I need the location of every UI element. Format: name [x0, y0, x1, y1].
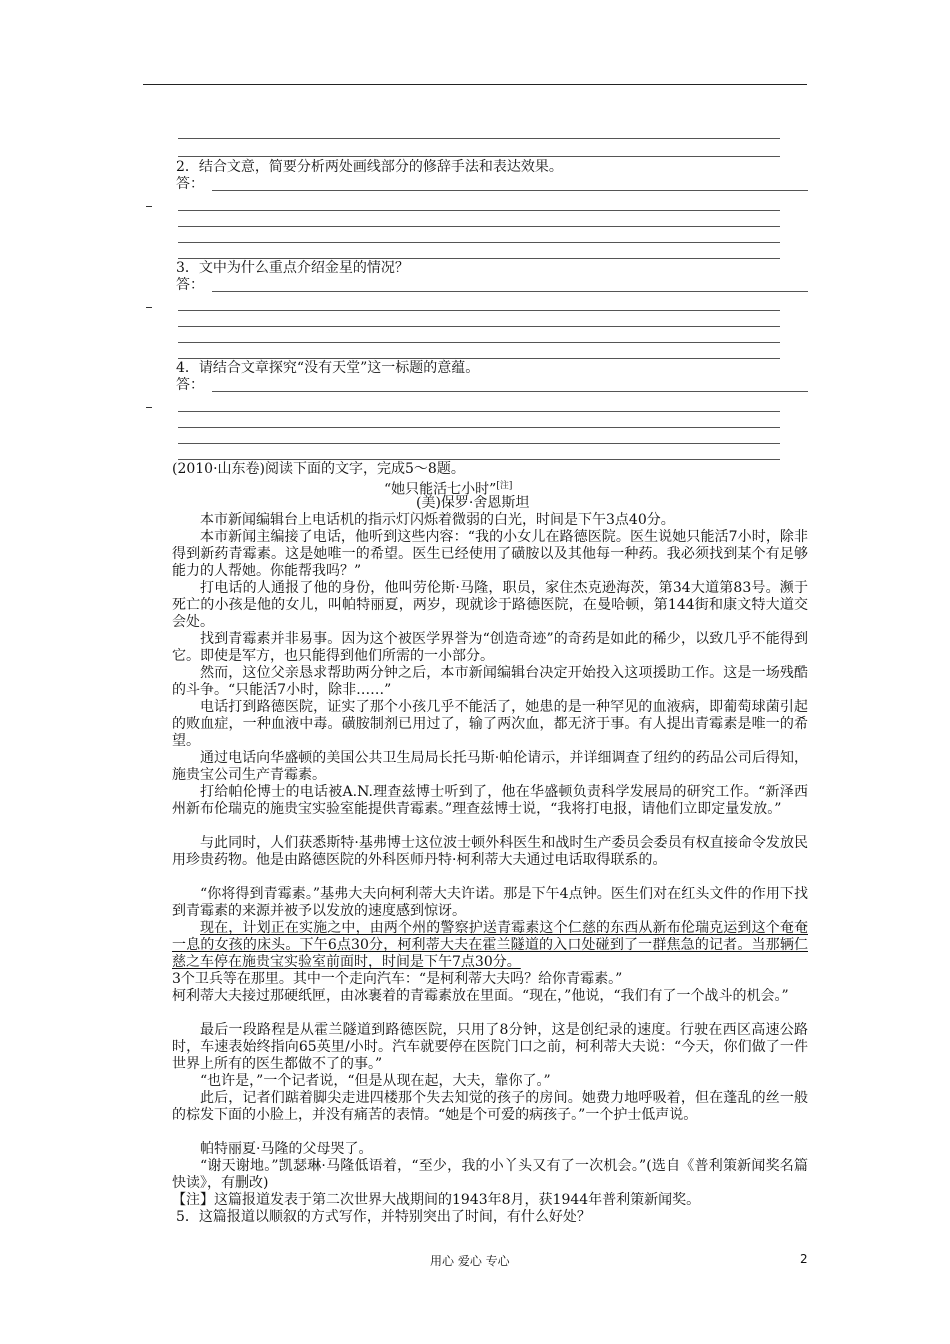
question-2: 2．结合文意，简要分析两处画线部分的修辞手法和表达效果。 [176, 159, 563, 175]
paragraph: 找到青霉素并非易事。因为这个被医学界誉为“创造奇迹”的奇药是如此的稀少，以致几乎不能得到它。即使是军方，也只能得到他们所需的一小部分。 [172, 631, 808, 664]
answer-line[interactable] [178, 443, 780, 444]
answer-line[interactable] [178, 411, 780, 412]
answer-line[interactable] [178, 326, 780, 327]
paragraph: 本市新闻主编接了电话，他听到这些内容：“我的小女儿在路德医院。医生说她只能活7小时，除非得到新药青霉素。这是她唯一的希望。医生已经使用了磺胺以及其他每一种药。我必须找到某个有足够能力的人帮她。你能帮我吗？” [172, 529, 808, 579]
answer-label: 答： [176, 377, 204, 393]
answer-line[interactable] [178, 242, 780, 243]
paragraph: “谢天谢地。”凯瑟琳·马隆低语着，“至少，我的小丫头又有了一次机会。”(选自《普利策新闻奖名篇快读》，有删改) [172, 1158, 808, 1191]
answer-line [178, 138, 780, 139]
paragraph: 通过电话向华盛顿的美国公共卫生局局长托马斯·帕伦请示，并详细调查了纽约的药品公司后得知，施贵宝公司生产青霉素。 [172, 750, 808, 783]
paragraph: 3个卫兵等在那里。其中一个走向汽车：“是柯利蒂大夫吗？给你青霉素。” [172, 971, 623, 987]
answer-label: 答： [176, 176, 204, 192]
paragraph: 柯利蒂大夫接过那硬纸匣，由冰裹着的青霉素放在里面。“现在，”他说，“我们有了一个战斗的机会。” [172, 988, 789, 1004]
note-text: 这篇报道发表于第二次世界大战期间的1943年8月，获1944年普利策新闻奖。 [214, 1192, 701, 1208]
article-author: (美)保罗·舍恩斯坦 [416, 495, 530, 511]
page-number: 2 [800, 1252, 808, 1266]
answer-line[interactable] [178, 358, 780, 359]
answer-line[interactable] [178, 459, 780, 460]
question-4: 4．请结合文章探究“没有天堂”这一标题的意蕴。 [176, 360, 480, 376]
margin-dash [146, 206, 152, 207]
note-label: 【注】 [172, 1192, 214, 1208]
underlined-paragraph: 现在，计划正在实施之中，由两个州的警察护送青霉素这个仁慈的东西从新布伦瑞克运到这个奄奄一息的女孩的床头。下午6点30分，柯利蒂大夫在霍兰隧道的入口处碰到了一群焦急的记者。当那辆仁慈之车停在施贵宝实验室前面时，时间是下午7点30分。 [172, 920, 808, 970]
answer-line[interactable] [212, 291, 808, 292]
section-intro: (2010·山东卷)阅读下面的文字，完成5～8题。 [172, 461, 465, 477]
answer-line[interactable] [178, 210, 780, 211]
paragraph: 然而，这位父亲恳求帮助两分钟之后，本市新闻编辑台决定开始投入这项援助工作。这是一场残酷的斗争。“只能活7小时，除非……” [172, 665, 808, 698]
paragraph: 打给帕伦博士的电话被A.N.理查兹博士听到了，他在华盛顿负责科学发展局的研究工作。“新泽西州新布伦瑞克的施贵宝实验室能提供青霉素。”理查兹博士说，“我将打电报，请他们立即定量发放。” [172, 784, 808, 817]
answer-line[interactable] [212, 190, 808, 191]
paragraph: 电话打到路德医院，证实了那个小孩几乎不能活了，她患的是一种罕见的血液病，即葡萄球菌引起的败血症，一种血液中毒。磺胺制剂已用过了，输了两次血，都无济于事。有人提出青霉素是唯一的希望。 [172, 699, 808, 749]
paragraph: “你将得到青霉素。”基弗大夫向柯利蒂大夫许诺。那是下午4点钟。医生们对在红头文件的作用下找到青霉素的来源并被予以发放的速度感到惊讶。 [172, 886, 808, 919]
margin-dash [146, 307, 152, 308]
paragraph: 与此同时，人们获悉斯特·基弗博士这位波士顿外科医生和战时生产委员会委员有权直接命令发放民用珍贵药物。他是由路德医院的外科医师丹特·柯利蒂大夫通过电话取得联系的。 [172, 835, 808, 868]
question-3: 3．文中为什么重点介绍金星的情况？ [176, 260, 409, 276]
answer-line[interactable] [212, 391, 808, 392]
paragraph: 本市新闻编辑台上电话机的指示灯闪烁着微弱的白光，时间是下午3点40分。 [200, 512, 675, 528]
note [172, 1192, 700, 1209]
answer-line[interactable] [178, 226, 780, 227]
answer-line[interactable] [178, 258, 780, 259]
footer-center: 用心 爱心 专心 [430, 1254, 510, 1268]
header-rule [143, 84, 807, 85]
answer-line[interactable] [178, 427, 780, 428]
title-note-mark: [注] [496, 481, 513, 491]
answer-line[interactable] [178, 342, 780, 343]
article-title-text: “她只能活七小时” [384, 481, 497, 498]
margin-dash [146, 407, 152, 408]
answer-line [178, 156, 780, 157]
question-5: 5．这篇报道以顺叙的方式写作，并特别突出了时间，有什么好处？ [176, 1209, 591, 1225]
paragraph: “也许是，”一个记者说，“但是从现在起，大夫，靠你了。” [200, 1073, 551, 1089]
paragraph: 帕特丽夏·马隆的父母哭了。 [200, 1141, 373, 1157]
paragraph: 最后一段路程是从霍兰隧道到路德医院，只用了8分钟，这是创纪录的速度。行驶在西区高速公路时，车速表始终指向65英里/小时。汽车就要停在医院门口之前，柯利蒂大夫说：“今天，你们做了一件世界上所有的医生都做不了的事。” [172, 1022, 808, 1072]
answer-label: 答： [176, 277, 204, 293]
paragraph: 打电话的人通报了他的身份，他叫劳伦斯·马隆，职员，家住杰克逊海茨，第34大道第83号。濒于死亡的小孩是他的女儿，叫帕特丽夏，两岁，现就诊于路德医院，在曼哈顿，第144街和康文特大道交会处。 [172, 580, 808, 630]
answer-line[interactable] [178, 310, 780, 311]
paragraph: 此后，记者们踮着脚尖走进四楼那个失去知觉的孩子的房间。她费力地呼吸着，但在蓬乱的丝一般的棕发下面的小脸上，并没有痛苦的表情。“她是个可爱的病孩子。”一个护士低声说。 [172, 1090, 808, 1123]
